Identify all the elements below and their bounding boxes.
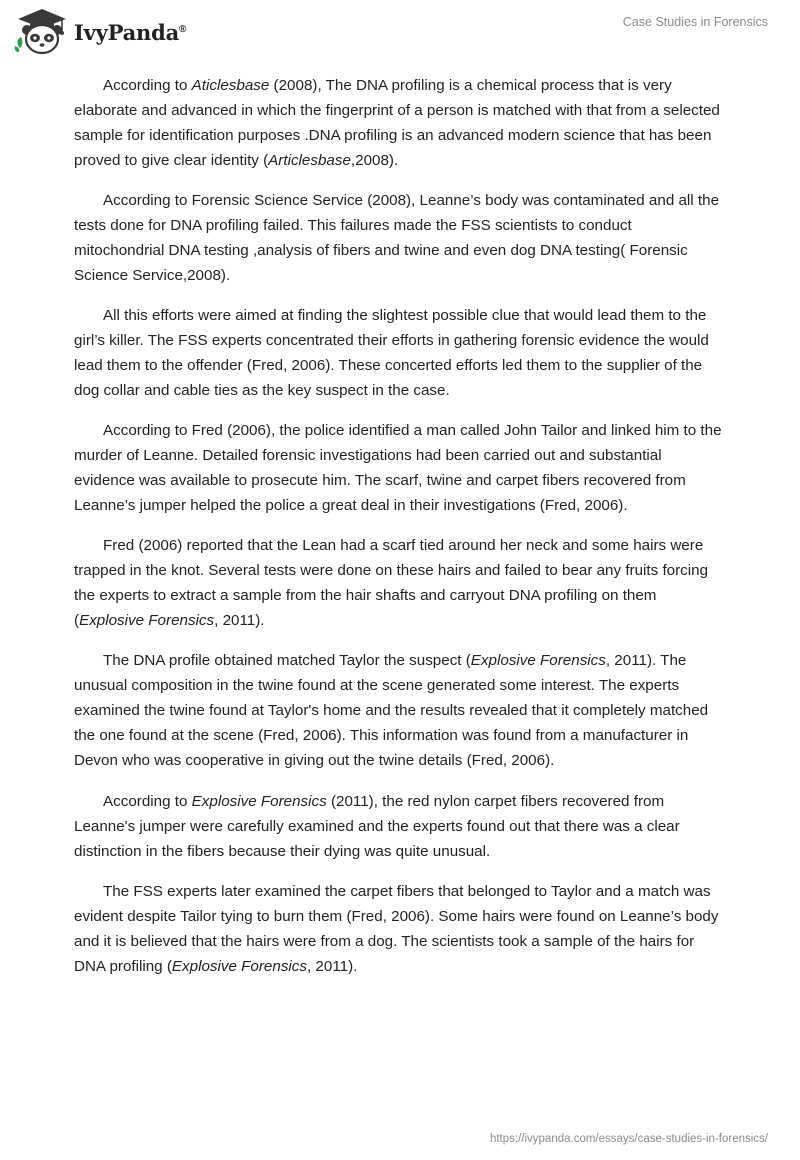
paragraph [74, 73, 724, 173]
ivypanda-logo[interactable] [14, 8, 186, 56]
paragraph [74, 303, 724, 403]
paragraph [74, 648, 724, 773]
paragraph [74, 533, 724, 633]
paragraph-text: , 2011). [306, 958, 358, 975]
paragraph-text: The DNA profile obtained matched Taylor the suspect ( [103, 652, 471, 669]
page-header [0, 0, 800, 70]
paragraph-text: All this efforts were aimed at finding the slightest possible clue that would lead them to the girl’s killer. The FSS experts concentrated their efforts in gathering forensic evidence the would lead them to the offender (Fred, 2006). These concerted efforts led them to the supplier of the dog collar and cable ties as the key suspect in the case. [74, 307, 709, 399]
document-title: Case Studies in Forensics [622, 15, 768, 29]
paragraph-text: The FSS experts later examined the carpet fibers that belonged to Taylor and a match was evident despite Tailor tying to burn them (Fred, 2006). Some hairs were found on Leanne’s body and it is believed that the hairs were from a dog. The scientists took a sample of the hairs for DNA profiling ( [74, 883, 719, 975]
paragraph-text: Fred (2006) reported that the Lean had a scarf tied around her neck and some hairs were trapped in the knot. Several tests were done on these hairs and failed to bear any fruits forcing the experts to extract a sample from the hair shafts and carryout DNA profiling on them ( [74, 537, 709, 629]
paragraph-text: According to [103, 77, 192, 94]
citation-source: Explosive Forensics [79, 612, 215, 629]
citation-source: Explosive Forensics [470, 652, 606, 669]
citation-source: Explosive Forensics [171, 958, 307, 975]
paragraph [74, 879, 724, 979]
paragraph [74, 418, 724, 518]
paragraph-text: ,2008). [350, 152, 399, 169]
citation-source: Aticlesbase [191, 77, 270, 94]
paragraph-text: , 2011). [214, 612, 265, 629]
citation-source: Explosive Forensics [191, 793, 327, 810]
essay-body [74, 73, 724, 994]
panda-graduation-cap-icon [14, 8, 70, 56]
paragraph-text: (2008), The DNA profiling is a chemical process that is very elaborate and advanced in which the fingerprint of a person is matched with that from a selected sample for identification purposes .DNA profiling is an advanced modern science that has been proved to give clear identity ( [74, 77, 720, 169]
paragraph-text: (2011), the red nylon carpet fibers recovered from Leanne's jumper were carefully examined and the experts found out that there was a clear distinction in the fibers because their dying was quite unusual. [74, 793, 680, 860]
paragraph-text: , 2011). The unusual composition in the twine found at the scene generated some interest. The experts examined the twine found at Taylor's home and the results revealed that it completely matched the one found at the scene (Fred, 2006). This information was found from a manufacturer in Devon who was cooperative in giving out the twine details (Fred, 2006). [74, 652, 709, 769]
paragraph [74, 188, 724, 288]
paragraph [74, 789, 724, 864]
citation-source: Articlesbase [268, 152, 351, 169]
paragraph-text: According to Fred (2006), the police identified a man called John Tailor and linked him to the murder of Leanne. Detailed forensic investigations had been carried out and substantial evidence was available to prosecute him. The scarf, twine and carpet fibers recovered from Leanne’s jumper helped the police a great deal in their investigations (Fred, 2006). [74, 422, 722, 514]
paragraph-text: According to [103, 793, 192, 810]
source-url[interactable]: https://ivypanda.com/essays/case-studies-in-forensics/ [489, 1133, 768, 1145]
paragraph-text: According to Forensic Science Service (2008), Leanne’s body was contaminated and all the tests done for DNA profiling failed. This failures made the FSS scientists to conduct mitochondrial DNA testing ,analysis of fibers and twine and even dog DNA testing( Forensic Science Service,2008). [74, 192, 720, 284]
brand-name: IvyPanda® [74, 19, 187, 45]
